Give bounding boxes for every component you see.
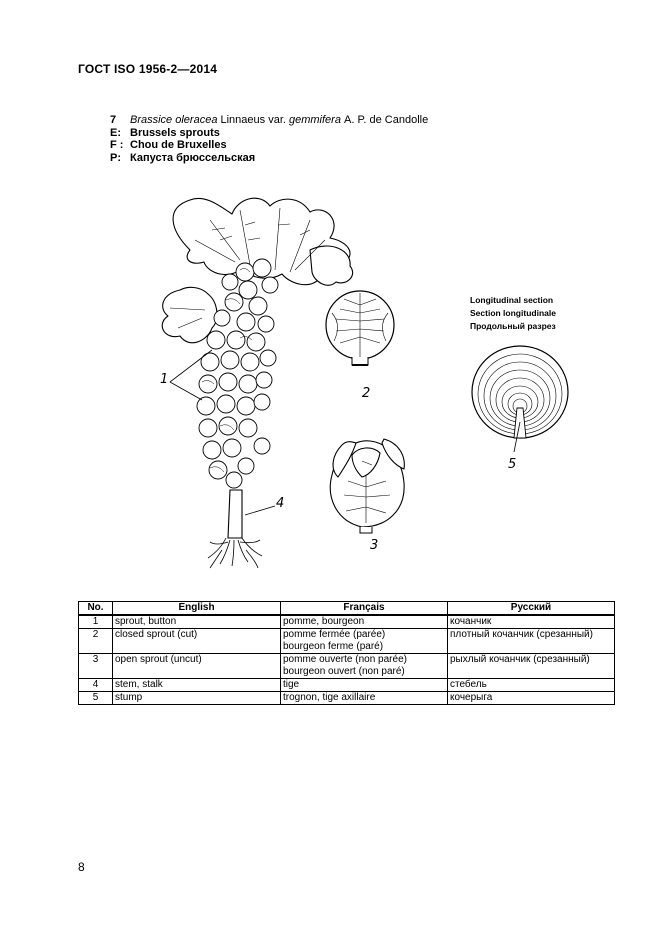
terms-table <box>78 601 615 705</box>
species-author-1: Linnaeus var. <box>220 114 286 126</box>
table-row <box>79 629 615 654</box>
open-sprout-illustration <box>322 425 412 560</box>
table-header-row <box>79 602 615 616</box>
cell-french <box>281 692 448 705</box>
callout-4: 4 <box>276 496 285 511</box>
cell-no: 3 <box>79 654 113 679</box>
cell-english: closed sprout (cut) <box>113 629 281 654</box>
cell-french <box>281 679 448 692</box>
callout-3: 3 <box>370 538 379 553</box>
cell-no: 5 <box>79 692 113 705</box>
callout-5: 5 <box>508 457 517 472</box>
species-block <box>110 114 428 164</box>
species-author-2: A. P. de Candolle <box>344 114 429 126</box>
species-genus: Brassice oleracea <box>130 114 218 126</box>
cell-english: stem, stalk <box>113 679 281 692</box>
cell-russian: кочерыга <box>448 692 615 705</box>
name-russian: Капуста брюссельская <box>130 151 256 164</box>
section-label-french: Section longitudinale <box>470 308 556 318</box>
species-number: 7 <box>110 114 117 126</box>
french-term: tige <box>283 679 300 690</box>
french-term: pomme fermée (parée) <box>283 629 386 640</box>
col-header-russian: Русский <box>448 602 615 616</box>
cell-english: sprout, button <box>113 615 281 629</box>
cell-russian: кочанчик <box>448 615 615 629</box>
table-row <box>79 615 615 629</box>
lang-label-f: F : <box>110 139 124 151</box>
cell-no: 4 <box>79 679 113 692</box>
col-header-no: No. <box>79 602 113 616</box>
species-russian <box>110 152 428 165</box>
french-term: trognon, tige axillaire <box>283 692 376 703</box>
document-header: ГОСТ ISO 1956-2—2014 <box>78 62 218 76</box>
callout-1: 1 <box>160 372 169 387</box>
french-term: bourgeon ferme (paré) <box>283 641 384 652</box>
french-term: bourgeon ouvert (non paré) <box>283 666 405 677</box>
cell-french <box>281 615 448 629</box>
french-term: pomme, bourgeon <box>283 616 365 627</box>
species-title <box>110 114 428 127</box>
cell-russian: плотный кочанчик (срезанный) <box>448 629 615 654</box>
name-english: Brussels sprouts <box>130 126 220 139</box>
table-row <box>79 679 615 692</box>
cell-french <box>281 629 448 654</box>
cell-english: stump <box>113 692 281 705</box>
french-term: pomme ouverte (non parée) <box>283 654 407 665</box>
section-label-russian: Продольный разрез <box>470 321 556 331</box>
cell-english: open sprout (uncut) <box>113 654 281 679</box>
table-row <box>79 654 615 679</box>
col-header-french: Français <box>281 602 448 616</box>
cell-russian: рыхлый кочанчик (срезанный) <box>448 654 615 679</box>
section-label-english: Longitudinal section <box>470 295 554 305</box>
col-header-english: English <box>113 602 281 616</box>
lang-label-e: E: <box>110 126 121 139</box>
name-french: Chou de Bruxelles <box>130 139 227 151</box>
species-french <box>110 139 428 152</box>
cell-no: 1 <box>79 615 113 629</box>
cell-french <box>281 654 448 679</box>
species-english <box>110 127 428 140</box>
lang-label-p: P: <box>110 151 121 164</box>
cell-russian: стебель <box>448 679 615 692</box>
callout-2: 2 <box>362 386 371 401</box>
longitudinal-section-illustration <box>462 340 572 480</box>
species-variety: gemmifera <box>289 114 341 126</box>
cell-no: 2 <box>79 629 113 654</box>
page-number: 8 <box>78 860 85 874</box>
table-row <box>79 692 615 705</box>
